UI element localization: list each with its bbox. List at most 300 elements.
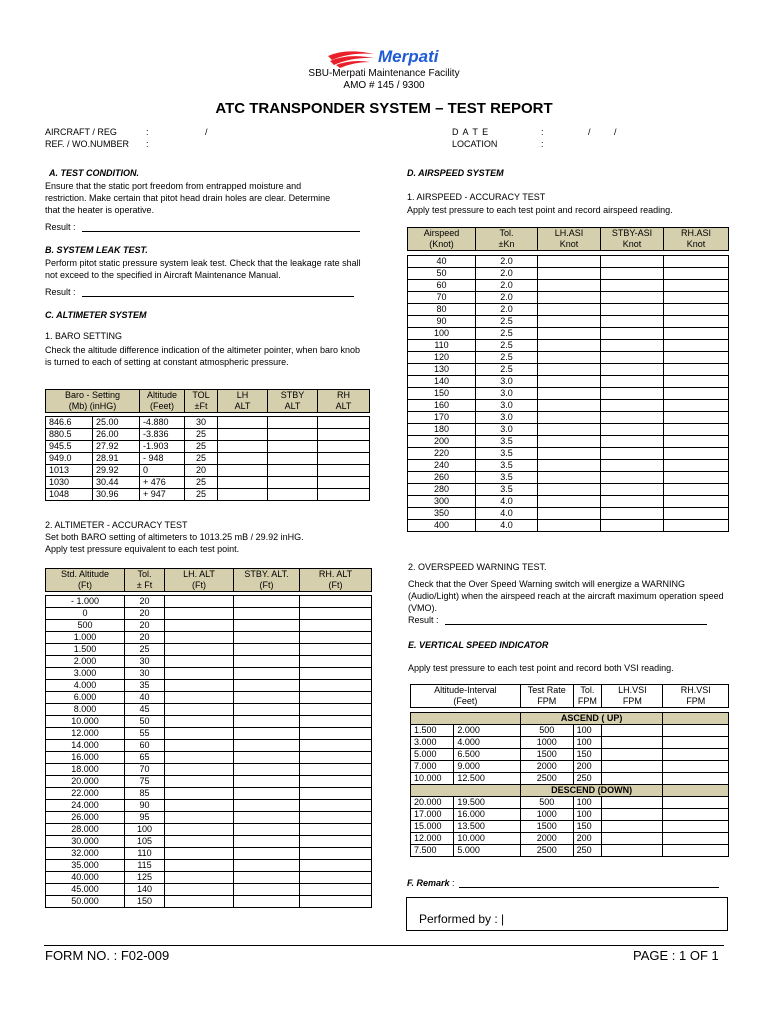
stby-alt-entry[interactable] <box>234 716 300 728</box>
lh-alt-entry[interactable] <box>165 872 234 884</box>
lh-asi-entry[interactable] <box>538 496 601 508</box>
stby-alt-entry[interactable] <box>234 728 300 740</box>
rh-alt-entry[interactable] <box>300 632 372 644</box>
stby-asi-entry[interactable] <box>601 316 664 328</box>
tolerance-cell: 2.0 <box>476 292 538 304</box>
stby-alt-entry[interactable] <box>234 872 300 884</box>
vsi-table <box>410 684 729 857</box>
lh-alt-entry[interactable] <box>165 896 234 908</box>
lh-asi-entry[interactable] <box>538 280 601 292</box>
lh-vsi-entry[interactable] <box>602 749 663 761</box>
altitude-to-cell: 9.000 <box>454 761 521 773</box>
rh-asi-entry[interactable] <box>664 316 729 328</box>
baro-mb-cell: 1030 <box>46 477 93 489</box>
section-b-title: B. SYSTEM LEAK TEST. <box>45 245 148 255</box>
stby-alt-entry[interactable] <box>234 656 300 668</box>
lh-asi-entry[interactable] <box>538 424 601 436</box>
merpati-logo <box>326 48 446 70</box>
rh-asi-entry[interactable] <box>664 484 729 496</box>
column-header: Airspeed (Knot) <box>408 228 476 251</box>
tolerance-cell: 2.0 <box>476 268 538 280</box>
lh-asi-entry[interactable] <box>538 364 601 376</box>
rh-alt-entry[interactable] <box>300 884 372 896</box>
stby-asi-entry[interactable] <box>601 352 664 364</box>
lh-vsi-entry[interactable] <box>602 833 663 845</box>
lh-alt-entry[interactable] <box>218 477 268 489</box>
rh-asi-entry[interactable] <box>664 328 729 340</box>
rh-alt-entry[interactable] <box>300 716 372 728</box>
stby-alt-entry[interactable] <box>268 441 318 453</box>
table-row <box>46 800 372 812</box>
tolerance-cell: 3.5 <box>476 460 538 472</box>
std-altitude-cell: 8.000 <box>46 704 125 716</box>
stby-asi-entry[interactable] <box>601 520 664 532</box>
rh-alt-entry[interactable] <box>318 489 370 501</box>
stby-alt-entry[interactable] <box>268 465 318 477</box>
lh-vsi-entry[interactable] <box>602 809 663 821</box>
stby-alt-entry[interactable] <box>234 668 300 680</box>
tolerance-cell: 65 <box>125 752 165 764</box>
lh-alt-entry[interactable] <box>165 884 234 896</box>
result-d-line[interactable] <box>445 624 707 625</box>
stby-alt-entry[interactable] <box>268 429 318 441</box>
lh-asi-entry[interactable] <box>538 448 601 460</box>
stby-asi-entry[interactable] <box>601 328 664 340</box>
stby-alt-entry[interactable] <box>234 776 300 788</box>
rh-asi-entry[interactable] <box>664 352 729 364</box>
rh-asi-entry[interactable] <box>664 496 729 508</box>
std-altitude-cell: 3.000 <box>46 668 125 680</box>
stby-asi-entry[interactable] <box>601 412 664 424</box>
lh-asi-entry[interactable] <box>538 460 601 472</box>
lh-alt-entry[interactable] <box>165 704 234 716</box>
lh-asi-entry[interactable] <box>538 340 601 352</box>
rh-asi-entry[interactable] <box>664 256 729 268</box>
rh-vsi-entry[interactable] <box>663 725 729 737</box>
tolerance-cell: 100 <box>573 725 602 737</box>
lh-asi-entry[interactable] <box>538 388 601 400</box>
lh-asi-entry[interactable] <box>538 508 601 520</box>
table-row <box>408 256 729 268</box>
table-row <box>408 304 729 316</box>
rh-asi-entry[interactable] <box>664 364 729 376</box>
lh-asi-entry[interactable] <box>538 304 601 316</box>
stby-alt-entry[interactable] <box>234 632 300 644</box>
airspeed-cell: 200 <box>408 436 476 448</box>
rh-alt-entry[interactable] <box>300 644 372 656</box>
std-altitude-cell: 26.000 <box>46 812 125 824</box>
lh-asi-entry[interactable] <box>538 436 601 448</box>
lh-alt-entry[interactable] <box>165 692 234 704</box>
lh-alt-entry[interactable] <box>165 620 234 632</box>
table-row <box>46 441 370 453</box>
column-header: RH.ASI Knot <box>664 228 729 251</box>
rh-asi-entry[interactable] <box>664 424 729 436</box>
column-header: Altitude-Interval (Feet) <box>411 685 521 708</box>
rh-alt-entry[interactable] <box>300 860 372 872</box>
tolerance-cell: 50 <box>125 716 165 728</box>
test-rate-cell: 2000 <box>520 833 573 845</box>
stby-alt-entry[interactable] <box>268 417 318 429</box>
altitude-from-cell: 3.000 <box>411 737 454 749</box>
rh-alt-entry[interactable] <box>318 441 370 453</box>
lh-vsi-entry[interactable] <box>602 737 663 749</box>
rh-asi-entry[interactable] <box>664 292 729 304</box>
lh-alt-entry[interactable] <box>165 740 234 752</box>
lh-alt-entry[interactable] <box>165 776 234 788</box>
stby-asi-entry[interactable] <box>601 508 664 520</box>
column-header: RH ALT <box>318 390 370 413</box>
lh-alt-entry[interactable] <box>218 453 268 465</box>
lh-alt-entry[interactable] <box>165 752 234 764</box>
rh-alt-entry[interactable] <box>318 477 370 489</box>
remark-line[interactable] <box>459 887 719 888</box>
table-row <box>46 776 372 788</box>
rh-asi-entry[interactable] <box>664 520 729 532</box>
rh-vsi-entry[interactable] <box>663 809 729 821</box>
lh-alt-entry[interactable] <box>165 632 234 644</box>
airspeed-cell: 70 <box>408 292 476 304</box>
stby-asi-entry[interactable] <box>601 448 664 460</box>
rh-asi-entry[interactable] <box>664 304 729 316</box>
altitude-to-cell: 2.000 <box>454 725 521 737</box>
stby-asi-entry[interactable] <box>601 256 664 268</box>
rh-alt-entry[interactable] <box>300 740 372 752</box>
table-row <box>408 388 729 400</box>
rh-alt-entry[interactable] <box>300 704 372 716</box>
table-row <box>46 896 372 908</box>
table-row <box>46 680 372 692</box>
stby-asi-entry[interactable] <box>601 268 664 280</box>
lh-alt-entry[interactable] <box>165 656 234 668</box>
lh-asi-entry[interactable] <box>538 412 601 424</box>
rh-alt-entry[interactable] <box>300 800 372 812</box>
lh-alt-entry[interactable] <box>218 429 268 441</box>
result-b-line[interactable] <box>82 296 354 297</box>
overspeed-title: 2. OVERSPEED WARNING TEST. <box>408 562 547 572</box>
lh-asi-entry[interactable] <box>538 256 601 268</box>
lh-asi-entry[interactable] <box>538 400 601 412</box>
rh-alt-entry[interactable] <box>300 896 372 908</box>
lh-alt-entry[interactable] <box>165 608 234 620</box>
rh-alt-entry[interactable] <box>300 620 372 632</box>
rh-asi-entry[interactable] <box>664 448 729 460</box>
tolerance-cell: 4.0 <box>476 496 538 508</box>
stby-alt-entry[interactable] <box>234 836 300 848</box>
lh-alt-entry[interactable] <box>218 465 268 477</box>
lh-alt-entry[interactable] <box>165 728 234 740</box>
table-row <box>411 809 729 821</box>
stby-alt-entry[interactable] <box>268 477 318 489</box>
rh-vsi-entry[interactable] <box>663 773 729 785</box>
table-row <box>46 872 372 884</box>
rh-alt-entry[interactable] <box>300 596 372 608</box>
stby-alt-entry[interactable] <box>234 692 300 704</box>
altimeter-accuracy-title: 2. ALTIMETER - ACCURACY TEST <box>45 520 188 530</box>
lh-alt-entry[interactable] <box>165 848 234 860</box>
lh-alt-entry[interactable] <box>165 596 234 608</box>
tolerance-cell: 85 <box>125 788 165 800</box>
lh-vsi-entry[interactable] <box>602 797 663 809</box>
tolerance-cell: 115 <box>125 860 165 872</box>
lh-alt-entry[interactable] <box>218 417 268 429</box>
table-row <box>46 608 372 620</box>
table-row <box>411 845 729 857</box>
rh-asi-entry[interactable] <box>664 376 729 388</box>
lh-vsi-entry[interactable] <box>602 761 663 773</box>
airspeed-cell: 40 <box>408 256 476 268</box>
baro-inhg-cell: 25.00 <box>93 417 140 429</box>
stby-alt-entry[interactable] <box>234 704 300 716</box>
lh-vsi-entry[interactable] <box>602 845 663 857</box>
ascend-header-label: ASCEND ( UP) <box>520 713 663 725</box>
rh-vsi-entry[interactable] <box>663 833 729 845</box>
column-header: Std. Altitude (Ft) <box>46 569 125 592</box>
rh-asi-entry[interactable] <box>664 460 729 472</box>
altimeter-accuracy-text-1: Set both BARO setting of altimeters to 1013.25 mB / 29.92 inHG. <box>45 532 304 542</box>
stby-alt-entry[interactable] <box>234 620 300 632</box>
stby-alt-entry[interactable] <box>234 644 300 656</box>
tolerance-cell: 250 <box>573 773 602 785</box>
stby-asi-entry[interactable] <box>601 304 664 316</box>
lh-alt-entry[interactable] <box>165 764 234 776</box>
tolerance-cell: 35 <box>125 680 165 692</box>
std-altitude-cell: 16.000 <box>46 752 125 764</box>
lh-alt-entry[interactable] <box>165 644 234 656</box>
std-altitude-cell: 28.000 <box>46 824 125 836</box>
stby-alt-entry[interactable] <box>234 596 300 608</box>
altitude-from-cell: 1.500 <box>411 725 454 737</box>
stby-alt-entry[interactable] <box>234 680 300 692</box>
tolerance-cell: 30 <box>185 417 218 429</box>
rh-alt-entry[interactable] <box>300 692 372 704</box>
lh-alt-entry[interactable] <box>218 489 268 501</box>
rh-vsi-entry[interactable] <box>663 797 729 809</box>
lh-vsi-entry[interactable] <box>602 821 663 833</box>
stby-alt-entry[interactable] <box>234 824 300 836</box>
rh-vsi-entry[interactable] <box>663 737 729 749</box>
lh-alt-entry[interactable] <box>165 788 234 800</box>
lh-asi-entry[interactable] <box>538 328 601 340</box>
table-row <box>46 465 370 477</box>
stby-asi-entry[interactable] <box>601 496 664 508</box>
rh-alt-entry[interactable] <box>300 872 372 884</box>
overspeed-result <box>408 615 707 625</box>
std-altitude-cell: 45.000 <box>46 884 125 896</box>
stby-asi-entry[interactable] <box>601 388 664 400</box>
tolerance-cell: 2.0 <box>476 304 538 316</box>
stby-alt-entry[interactable] <box>234 848 300 860</box>
rh-asi-entry[interactable] <box>664 412 729 424</box>
altitude-cell: + 476 <box>140 477 185 489</box>
tolerance-cell: 200 <box>573 761 602 773</box>
aircraft-label: AIRCRAFT / REG <box>45 127 117 137</box>
column-header: Tol. ±Kn <box>476 228 538 251</box>
facility-name: SBU-Merpati Maintenance Facility <box>308 68 460 79</box>
stby-asi-entry[interactable] <box>601 472 664 484</box>
lh-alt-entry[interactable] <box>165 836 234 848</box>
lh-alt-entry[interactable] <box>218 441 268 453</box>
stby-alt-entry[interactable] <box>234 740 300 752</box>
tolerance-cell: 100 <box>125 824 165 836</box>
std-altitude-cell: 24.000 <box>46 800 125 812</box>
rh-alt-entry[interactable] <box>300 812 372 824</box>
std-altitude-cell: 22.000 <box>46 788 125 800</box>
table-row <box>46 596 372 608</box>
rh-alt-entry[interactable] <box>300 764 372 776</box>
stby-asi-entry[interactable] <box>601 424 664 436</box>
rh-alt-entry[interactable] <box>300 848 372 860</box>
altitude-cell: 0 <box>140 465 185 477</box>
rh-alt-entry[interactable] <box>318 465 370 477</box>
lh-alt-entry[interactable] <box>165 812 234 824</box>
stby-alt-entry[interactable] <box>234 752 300 764</box>
lh-asi-entry[interactable] <box>538 292 601 304</box>
airspeed-cell: 400 <box>408 520 476 532</box>
tolerance-cell: 3.5 <box>476 472 538 484</box>
table-row <box>46 716 372 728</box>
lh-asi-entry[interactable] <box>538 376 601 388</box>
stby-alt-entry[interactable] <box>234 800 300 812</box>
stby-asi-entry[interactable] <box>601 364 664 376</box>
table-row <box>408 472 729 484</box>
lh-alt-entry[interactable] <box>165 824 234 836</box>
rh-alt-entry[interactable] <box>300 608 372 620</box>
rh-alt-entry[interactable] <box>300 680 372 692</box>
rh-alt-entry[interactable] <box>318 429 370 441</box>
lh-vsi-entry[interactable] <box>602 725 663 737</box>
rh-asi-entry[interactable] <box>664 280 729 292</box>
stby-alt-entry[interactable] <box>268 489 318 501</box>
rh-alt-entry[interactable] <box>300 776 372 788</box>
lh-asi-entry[interactable] <box>538 316 601 328</box>
stby-asi-entry[interactable] <box>601 484 664 496</box>
std-altitude-cell: 50.000 <box>46 896 125 908</box>
airspeed-cell: 140 <box>408 376 476 388</box>
rh-alt-entry[interactable] <box>300 788 372 800</box>
column-header: Test Rate FPM <box>520 685 573 708</box>
rh-alt-entry[interactable] <box>300 668 372 680</box>
lh-alt-entry[interactable] <box>165 680 234 692</box>
tolerance-cell: 2.5 <box>476 340 538 352</box>
stby-asi-entry[interactable] <box>601 292 664 304</box>
rh-asi-entry[interactable] <box>664 472 729 484</box>
table-row <box>408 400 729 412</box>
rh-asi-entry[interactable] <box>664 340 729 352</box>
lh-asi-entry[interactable] <box>538 520 601 532</box>
location-label: LOCATION <box>452 139 498 149</box>
table-row <box>411 797 729 809</box>
stby-alt-entry[interactable] <box>234 884 300 896</box>
vsi-text: Apply test pressure to each test point and record both VSI reading. <box>408 663 674 673</box>
lh-asi-entry[interactable] <box>538 484 601 496</box>
altitude-from-cell: 20.000 <box>411 797 454 809</box>
column-header: Tol. ± Ft <box>125 569 165 592</box>
section-c-title: C. ALTIMETER SYSTEM <box>45 310 147 320</box>
rh-vsi-entry[interactable] <box>663 761 729 773</box>
column-header: RH. ALT (Ft) <box>300 569 372 592</box>
table-header-row <box>46 390 370 413</box>
rh-alt-entry[interactable] <box>300 752 372 764</box>
ascend-header <box>411 713 729 725</box>
test-rate-cell: 500 <box>520 725 573 737</box>
stby-asi-entry[interactable] <box>601 376 664 388</box>
stby-asi-entry[interactable] <box>601 280 664 292</box>
stby-asi-entry[interactable] <box>601 436 664 448</box>
std-altitude-cell: - 1.000 <box>46 596 125 608</box>
rh-asi-entry[interactable] <box>664 400 729 412</box>
rh-vsi-entry[interactable] <box>663 845 729 857</box>
stby-asi-entry[interactable] <box>601 400 664 412</box>
table-row <box>46 453 370 465</box>
stby-alt-entry[interactable] <box>234 896 300 908</box>
result-a-line[interactable] <box>82 231 360 232</box>
table-row <box>46 644 372 656</box>
rh-alt-entry[interactable] <box>300 656 372 668</box>
form-number: FORM NO. : F02-009 <box>45 948 170 963</box>
test-rate-cell: 1500 <box>520 821 573 833</box>
airspeed-cell: 150 <box>408 388 476 400</box>
lh-alt-entry[interactable] <box>165 716 234 728</box>
rh-alt-entry[interactable] <box>318 453 370 465</box>
column-header: Tol. FPM <box>573 685 602 708</box>
tolerance-cell: 150 <box>125 896 165 908</box>
lh-alt-entry[interactable] <box>165 860 234 872</box>
rh-vsi-entry[interactable] <box>663 821 729 833</box>
stby-alt-entry[interactable] <box>234 608 300 620</box>
rh-asi-entry[interactable] <box>664 268 729 280</box>
sub-blank <box>411 785 521 797</box>
stby-alt-entry[interactable] <box>234 764 300 776</box>
tolerance-cell: 90 <box>125 800 165 812</box>
lh-asi-entry[interactable] <box>538 472 601 484</box>
tolerance-cell: 3.0 <box>476 400 538 412</box>
rh-vsi-entry[interactable] <box>663 749 729 761</box>
std-altitude-cell: 40.000 <box>46 872 125 884</box>
tolerance-cell: 20 <box>185 465 218 477</box>
test-rate-cell: 2500 <box>520 773 573 785</box>
lh-vsi-entry[interactable] <box>602 773 663 785</box>
amo-number: AMO # 145 / 9300 <box>343 80 425 91</box>
table-row <box>46 668 372 680</box>
rh-asi-entry[interactable] <box>664 388 729 400</box>
stby-alt-entry[interactable] <box>234 812 300 824</box>
lh-asi-entry[interactable] <box>538 352 601 364</box>
stby-alt-entry[interactable] <box>268 453 318 465</box>
result-label: Result : <box>408 615 439 625</box>
rh-asi-entry[interactable] <box>664 508 729 520</box>
performed-by-box[interactable]: Performed by : | <box>406 897 728 931</box>
lh-alt-entry[interactable] <box>165 668 234 680</box>
lh-asi-entry[interactable] <box>538 268 601 280</box>
section-d-title: D. AIRSPEED SYSTEM <box>407 168 504 178</box>
stby-alt-entry[interactable] <box>234 860 300 872</box>
rh-alt-entry[interactable] <box>300 824 372 836</box>
baro-setting-text: Check the altitude difference indication of the altimeter pointer, when baro knob is turned to each of setting at constant atmospheric pressure. <box>45 345 361 367</box>
rh-alt-entry[interactable] <box>318 417 370 429</box>
stby-asi-entry[interactable] <box>601 460 664 472</box>
stby-asi-entry[interactable] <box>601 340 664 352</box>
test-rate-cell: 2500 <box>520 845 573 857</box>
tolerance-cell: 3.0 <box>476 376 538 388</box>
rh-alt-entry[interactable] <box>300 728 372 740</box>
rh-asi-entry[interactable] <box>664 436 729 448</box>
lh-alt-entry[interactable] <box>165 800 234 812</box>
altitude-to-cell: 19.500 <box>454 797 521 809</box>
stby-alt-entry[interactable] <box>234 788 300 800</box>
aircraft-slash: / <box>205 127 208 137</box>
rh-alt-entry[interactable] <box>300 836 372 848</box>
